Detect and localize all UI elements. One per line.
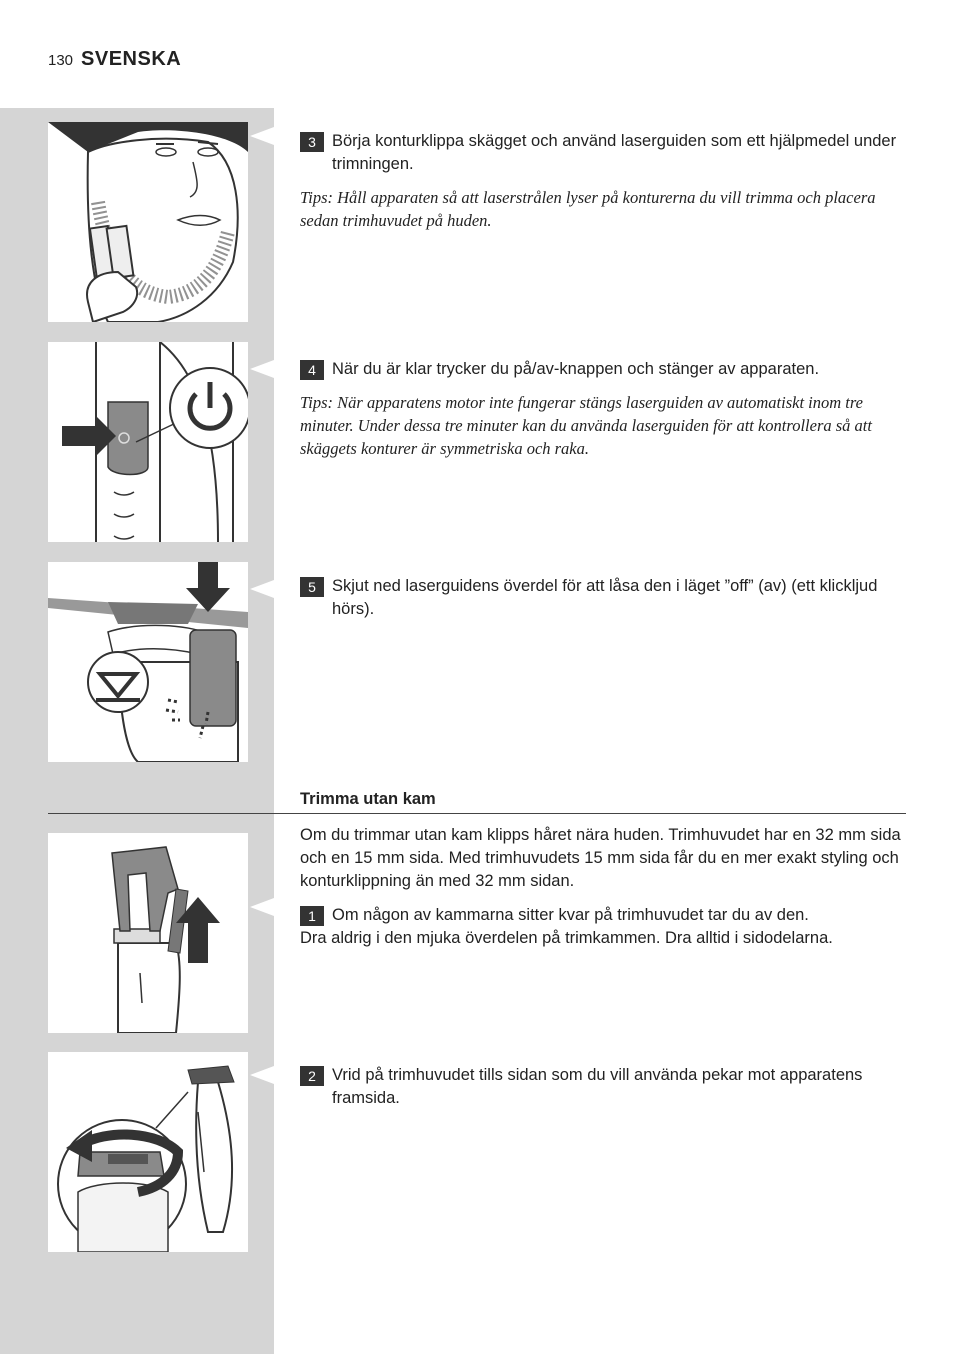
rotate-head-drawing xyxy=(48,1052,248,1252)
page-number: 130 xyxy=(48,52,74,69)
step-3-text: Börja konturklippa skägget och använd laserguiden som ett hjälpmedel under trimningen. xyxy=(332,132,897,173)
step-3 xyxy=(300,130,906,176)
illustration-power-button xyxy=(48,342,248,542)
step-3-tip: Tips: Håll apparaten så att laserstrålen lyser på konturerna du vill trimma och placera sedan trimhuvudet på huden. xyxy=(300,188,876,230)
section-step-1-extra: Dra aldrig i den mjuka överdelen på trimkammen. Dra alltid i sidodelarna. xyxy=(300,929,833,947)
section-step-2-text: Vrid på trimhuvudet tills sidan som du vill använda pekar mot apparatens framsida. xyxy=(332,1066,863,1107)
panel-pointer xyxy=(250,360,274,378)
panel-pointer xyxy=(250,127,274,145)
panel-pointer xyxy=(250,580,274,598)
section-step-1-text: Om någon av kammarna sitter kvar på trimhuvudet tar du av den. xyxy=(332,906,809,924)
step-3-block xyxy=(300,130,906,232)
step-4 xyxy=(300,358,906,381)
step-4-block xyxy=(300,358,906,460)
lock-laser-guide-drawing xyxy=(48,562,248,762)
panel-pointer xyxy=(250,1066,274,1084)
section-step-2-block xyxy=(300,1064,906,1110)
beard-trim-drawing xyxy=(48,122,248,322)
language-title: SVENSKA xyxy=(81,48,182,70)
illustration-beard-trim xyxy=(48,122,248,322)
section-intro: Om du trimmar utan kam klipps håret nära huden. Trimhuvudet har en 32 mm sida och en 15 mm sida. Med trimhuvudets 15 mm sida får du en mer exakt styling och konturklippning än med 32 mm sidan. xyxy=(300,826,901,890)
step-5 xyxy=(300,575,906,621)
section-step-1 xyxy=(300,904,906,927)
remove-comb-drawing xyxy=(48,833,248,1033)
step-4-tip: Tips: När apparatens motor inte fungerar stängs laserguiden av automatiskt inom tre minuter. Under dessa tre minuter kan du använda laserguiden för att kontrollera så att skäggets konturer är symmetriska och raka. xyxy=(300,393,872,458)
illustration-remove-comb xyxy=(48,833,248,1033)
page-header xyxy=(48,48,181,71)
panel-pointer xyxy=(250,898,274,916)
step-5-block xyxy=(300,575,906,621)
section-step-2 xyxy=(300,1064,906,1110)
step-4-text: När du är klar trycker du på/av-knappen och stänger av apparaten. xyxy=(332,360,820,378)
illustration-rotate-head xyxy=(48,1052,248,1252)
section-body xyxy=(300,824,906,950)
power-button-drawing xyxy=(48,342,248,542)
step-5-text: Skjut ned laserguidens överdel för att låsa den i läget ”off” (av) (ett klickljud hörs). xyxy=(332,577,878,618)
step-number-badge: 4 xyxy=(300,360,324,380)
section-title: Trimma utan kam xyxy=(300,790,436,808)
step-number-badge: 5 xyxy=(300,577,324,597)
step-number-badge: 3 xyxy=(300,132,324,152)
step-number-badge: 1 xyxy=(300,906,324,926)
illustration-lock-laser-guide xyxy=(48,562,248,762)
step-number-badge: 2 xyxy=(300,1066,324,1086)
section-divider xyxy=(48,813,906,814)
